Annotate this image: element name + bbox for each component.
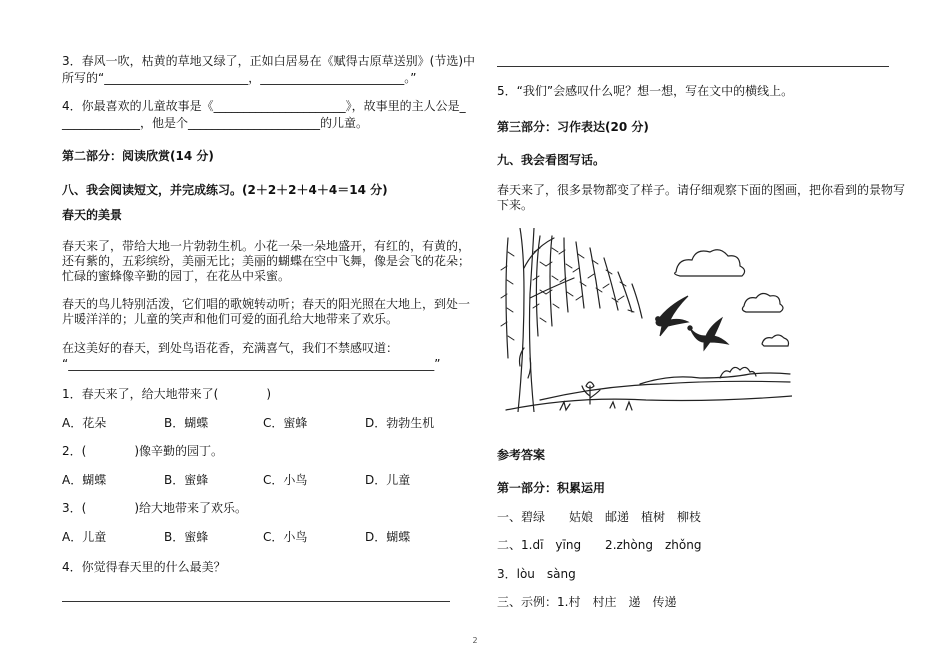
question-5: 5．“我们”会感叹什么呢？想一想，写在文中的横线上。 — [497, 84, 794, 98]
q2-option-b: B．蜜蜂 — [164, 473, 209, 487]
question-1: 1．春天来了，给大地带来了( ) — [62, 387, 271, 401]
answer-section2-q3: 3．lòu sàng — [497, 567, 576, 581]
passage-p2-line2: 片暖洋洋的；儿童的笑声和他们可爱的面孔给大地带来了欢乐。 — [62, 312, 399, 326]
answer-section3: 三、示例：1.村 村庄 递 传递 — [497, 595, 677, 609]
part2-title: 第二部分：阅读欣赏(14 分) — [62, 149, 214, 163]
section8-title: 八、我会阅读短文，并完成练习。(2＋2＋2＋4＋4＝14 分) — [62, 183, 388, 197]
cloud-3 — [762, 335, 789, 346]
question-3: 3．( )给大地带来了欢乐。 — [62, 501, 247, 515]
passage-p3-line1: 在这美好的春天，到处鸟语花香，充满喜气，我们不禁感叹道： — [62, 341, 399, 355]
q4-fill-line1: 4．你最喜欢的儿童故事是《______________________》，故事里的主人公是_ — [62, 99, 466, 113]
question-2: 2．( )像辛勤的园丁。 — [62, 444, 223, 458]
swallow-icon — [656, 296, 688, 336]
q1-option-d: D．勃勃生机 — [365, 416, 435, 430]
tree-trunk — [518, 228, 524, 412]
q2-option-c: C．小鸟 — [263, 473, 308, 487]
q3-option-d: D．蝴蝶 — [365, 530, 411, 544]
passage-p3-line2: “_____________________________________________________________” — [62, 357, 441, 371]
cloud-2 — [742, 293, 783, 312]
passage-p1-line3: 忙碌的蜜蜂像辛勤的园丁，在花丛中采蜜。 — [62, 269, 291, 283]
q3-option-c: C．小鸟 — [263, 530, 308, 544]
passage-p1-line2: 还有紫的，五彩缤纷，美丽无比；美丽的蝴蝶在空中飞舞，像是会飞的花朵； — [62, 254, 471, 268]
passage-title: 春天的美景 — [62, 208, 123, 222]
writing-prompt-line2: 下来。 — [497, 198, 534, 212]
q3-fill-line2: 所写的“________________________，________________________。” — [62, 71, 417, 85]
spring-scene-illustration — [500, 228, 792, 412]
answer-line — [497, 66, 889, 67]
answers-title: 参考答案 — [497, 448, 546, 462]
q2-option-d: D．儿童 — [365, 473, 411, 487]
q1-option-c: C．蜜蜂 — [263, 416, 308, 430]
answer-line — [62, 601, 450, 602]
answer-section1: 一、碧绿 姑娘 邮递 植树 柳枝 — [497, 510, 702, 524]
answer-section2: 二、1.dī yīng 2.zhòng zhǒng — [497, 538, 702, 552]
q3-fill-line1: 3．春风一吹，枯黄的草地又绿了，正如白居易在《赋得古原草送别》(节选)中 — [62, 54, 476, 68]
q1-option-a: A．花朵 — [62, 416, 107, 430]
flower-icon — [582, 382, 600, 404]
q1-option-b: B．蝴蝶 — [164, 416, 209, 430]
passage-p2-line1: 春天的鸟儿特别活泼，它们唱的歌婉转动听；春天的阳光照在大地上，到处一 — [62, 297, 471, 311]
q4-fill-line2: _____________，他是个______________________的儿童。 — [62, 116, 369, 130]
q3-option-b: B．蜜蜂 — [164, 530, 209, 544]
section9-title: 九、我会看图写话。 — [497, 153, 606, 167]
page-number: 2 — [472, 636, 478, 645]
writing-prompt-line1: 春天来了，很多景物都变了样子。请仔细观察下面的图画，把你看到的景物写 — [497, 183, 906, 197]
ground-line — [540, 381, 790, 400]
answers-part1-title: 第一部分：积累运用 — [497, 481, 606, 495]
cloud-1 — [675, 250, 745, 276]
part3-title: 第三部分：习作表达(20 分) — [497, 120, 649, 134]
passage-p1-line1: 春天来了，带给大地一片勃勃生机。小花一朵一朵地盛开，有红的，有黄的， — [62, 239, 471, 253]
question-4: 4．你觉得春天里的什么最美？ — [62, 560, 226, 574]
q2-option-a: A．蝴蝶 — [62, 473, 107, 487]
swallow-icon — [688, 318, 728, 350]
q3-option-a: A．儿童 — [62, 530, 107, 544]
